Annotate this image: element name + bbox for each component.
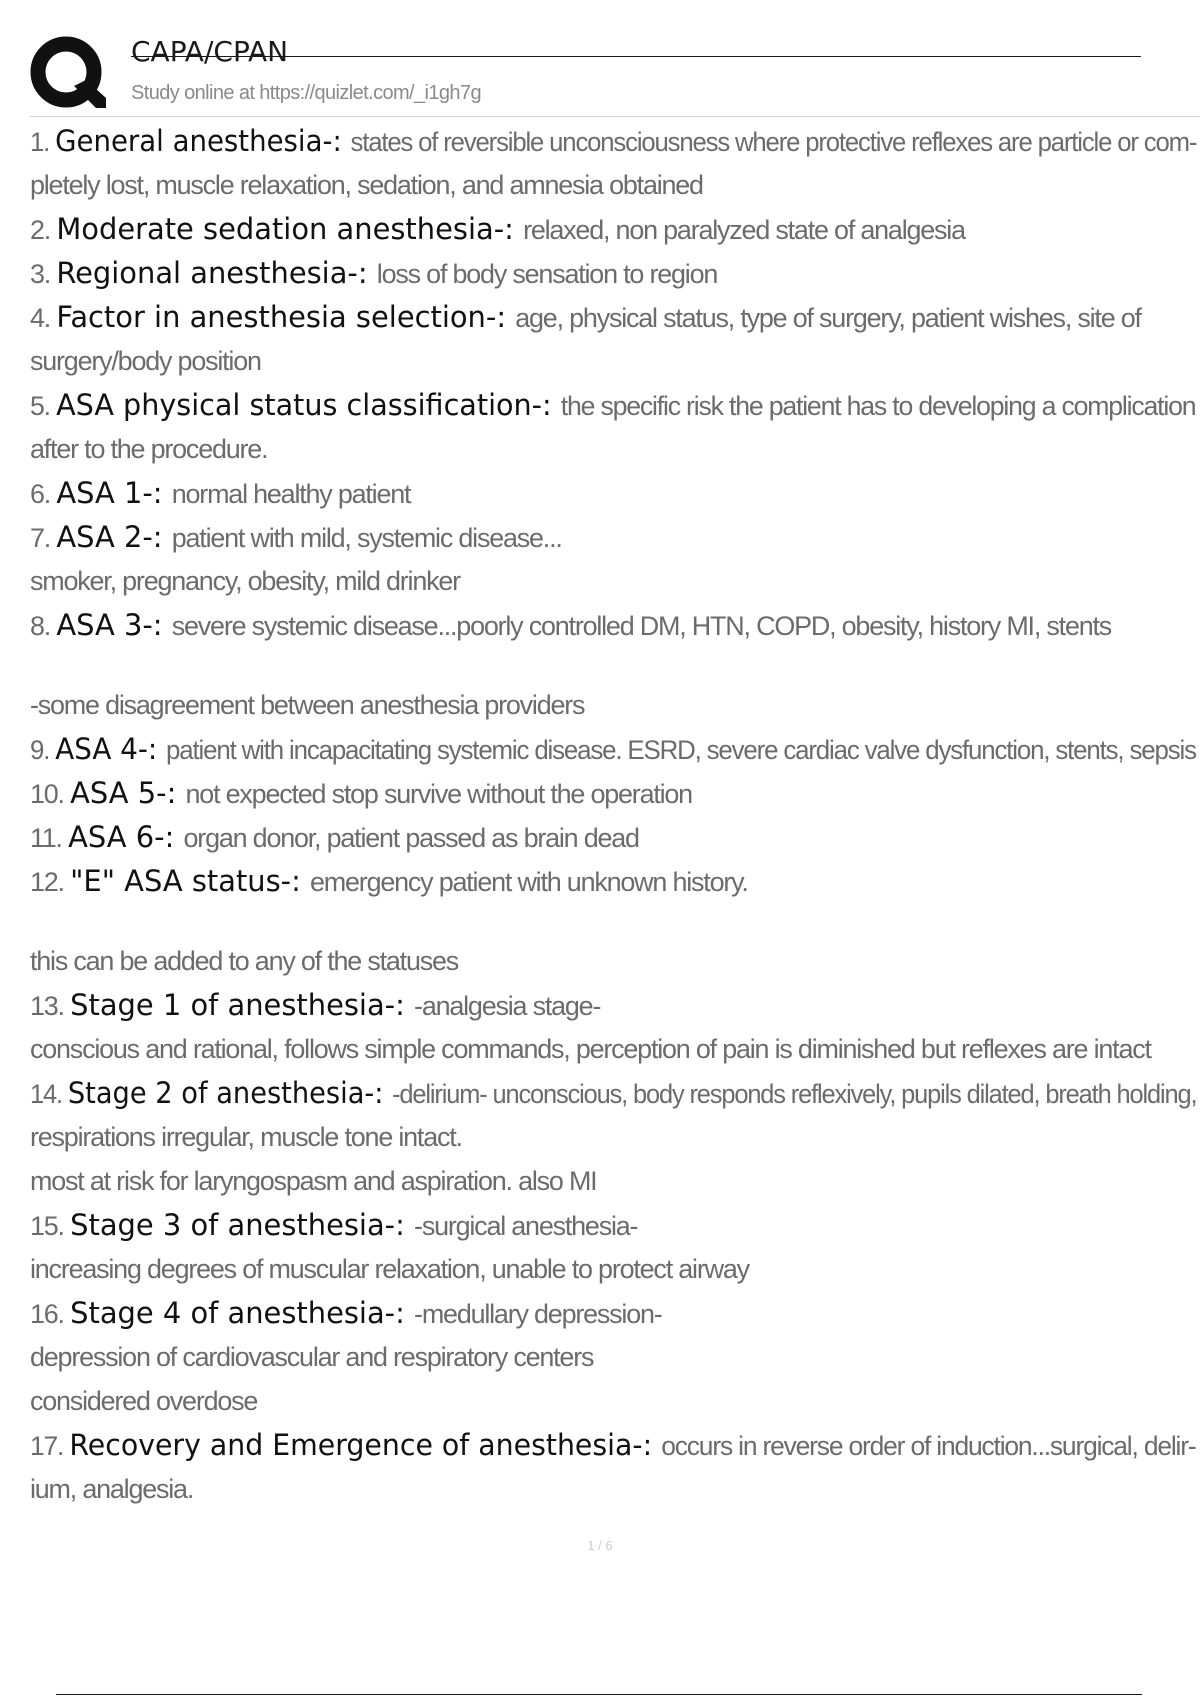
flashcard-entry <box>30 983 1196 1027</box>
entry-term: ASA 6-: <box>68 820 184 854</box>
page-header <box>0 0 1200 120</box>
entry-term: Stage 2 of anesthesia-: <box>67 1076 393 1110</box>
document-title: CAPA/CPAN <box>131 35 289 68</box>
flashcard-entry <box>30 119 1197 163</box>
entry-number: 3. <box>30 259 57 289</box>
entry-definition: age, physical status, type of surgery, patient wishes, site of <box>515 303 1141 333</box>
entry-definition: -medullary depression- <box>414 1299 662 1329</box>
entry-number: 5. <box>30 391 57 421</box>
entry-number: 14. <box>30 1079 68 1109</box>
entry-definition: this can be added to any of the statuses <box>30 946 459 976</box>
entry-number: 4. <box>30 303 57 333</box>
entry-definition: -surgical anesthesia- <box>414 1211 638 1241</box>
entry-term: "E" ASA status-: <box>70 864 311 898</box>
flashcard-entry <box>30 295 1196 339</box>
entry-number: 12. <box>30 867 71 897</box>
flashcard-entry <box>30 771 1196 815</box>
definition-continuation <box>30 1115 1196 1159</box>
entry-definition: depression of cardiovascular and respiratory centers <box>30 1342 594 1372</box>
definition-continuation <box>30 339 1196 383</box>
entry-number: 8. <box>30 611 57 641</box>
flashcard-entry <box>30 515 1196 559</box>
entry-definition: ium, analgesia. <box>30 1474 194 1504</box>
entry-number: 2. <box>30 215 57 245</box>
entry-term: ASA 1-: <box>56 476 172 510</box>
entry-definition: states of reversible unconsciousness where protective reflexes are particle or com- <box>350 127 1197 157</box>
entry-term: Moderate sedation anesthesia-: <box>56 212 524 246</box>
definition-continuation <box>30 1379 1196 1423</box>
entry-definition: conscious and rational, follows simple commands, perception of pain is diminished but reflexes are intact <box>30 1034 1151 1064</box>
entry-definition: patient with incapacitating systemic disease. ESRD, severe cardiac valve dysfunction, stents, sepsis <box>166 735 1196 765</box>
entry-term: ASA 3-: <box>56 608 172 642</box>
entry-definition: -analgesia stage- <box>414 991 601 1021</box>
quizlet-logo-icon <box>30 34 110 114</box>
entry-number: 9. <box>30 735 56 765</box>
entry-definition: normal healthy patient <box>171 479 411 509</box>
entry-definition: severe systemic disease...poorly controlled DM, HTN, COPD, obesity, history MI, stents <box>171 611 1112 641</box>
entry-term: Recovery and Emergence of anesthesia-: <box>69 1428 662 1462</box>
entry-definition: -delirium- unconscious, body responds reflexively, pupils dilated, breath holding, <box>392 1079 1197 1109</box>
entry-definition: patient with mild, systemic disease... <box>171 523 562 553</box>
definition-continuation <box>30 683 1196 727</box>
entry-definition: pletely lost, muscle relaxation, sedation, and amnesia obtained <box>30 170 703 200</box>
entry-term: ASA 5-: <box>70 776 186 810</box>
flashcard-entry <box>30 815 1196 859</box>
entry-number: 16. <box>30 1299 71 1329</box>
entry-term: Stage 4 of anesthesia-: <box>70 1296 415 1330</box>
definition-continuation <box>30 1335 1196 1379</box>
entry-definition: the specific risk the patient has to developing a complication <box>560 391 1196 421</box>
definition-continuation <box>30 939 1196 983</box>
page-number: 1 / 6 <box>587 1538 613 1553</box>
flashcard-entry <box>30 1423 1196 1467</box>
flashcard-entry <box>30 207 1196 251</box>
definition-continuation <box>30 427 1196 471</box>
entry-definition: surgery/body position <box>30 346 261 376</box>
entry-definition: increasing degrees of muscular relaxation, unable to protect airway <box>30 1254 749 1284</box>
flashcard-entry <box>30 727 1196 771</box>
entry-definition: respirations irregular, muscle tone intact. <box>30 1122 462 1152</box>
entry-number: 10. <box>30 779 71 809</box>
header-rule <box>131 56 1141 57</box>
entry-definition: after to the procedure. <box>30 434 268 464</box>
entry-definition: relaxed, non paralyzed state of analgesia <box>523 215 965 245</box>
study-online-link[interactable]: Study online at https://quizlet.com/_i1gh7g <box>131 82 481 104</box>
definition-continuation <box>30 1159 1196 1203</box>
entry-number: 17. <box>30 1431 70 1461</box>
entry-term: General anesthesia-: <box>55 124 351 158</box>
footer-rule <box>56 1694 1142 1695</box>
flashcard-entry <box>30 1203 1196 1247</box>
definition-continuation <box>30 1467 1196 1511</box>
flashcard-list <box>30 119 1200 1511</box>
entry-term: ASA 2-: <box>56 520 172 554</box>
flashcard-entry <box>30 859 1196 903</box>
entry-term: ASA physical status classification-: <box>56 388 561 422</box>
flashcard-entry <box>30 1291 1196 1335</box>
entry-definition: smoker, pregnancy, obesity, mild drinker <box>30 566 460 596</box>
entry-definition: organ donor, patient passed as brain dead <box>183 823 639 853</box>
definition-continuation <box>30 1247 1196 1291</box>
blank-line <box>30 647 1196 683</box>
entry-term: Regional anesthesia-: <box>56 256 377 290</box>
entry-number: 7. <box>30 523 57 553</box>
entry-term: Factor in anesthesia selection-: <box>56 300 516 334</box>
entry-definition: not expected stop survive without the operation <box>185 779 692 809</box>
definition-continuation <box>30 1027 1196 1071</box>
entry-definition: -some disagreement between anesthesia providers <box>30 690 585 720</box>
entry-number: 6. <box>30 479 57 509</box>
flashcard-entry <box>30 1071 1197 1115</box>
entry-definition: most at risk for laryngospasm and aspiration. also MI <box>30 1166 597 1196</box>
blank-line <box>30 903 1196 939</box>
flashcard-entry <box>30 471 1196 515</box>
entry-term: ASA 4-: <box>55 732 167 766</box>
flashcard-entry <box>30 383 1196 427</box>
entry-number: 15. <box>30 1211 71 1241</box>
definition-continuation <box>30 163 1196 207</box>
entry-definition: considered overdose <box>30 1386 258 1416</box>
entry-definition: occurs in reverse order of induction...surgical, delir- <box>661 1431 1196 1461</box>
entry-definition: loss of body sensation to region <box>376 259 718 289</box>
header-divider <box>30 116 1200 117</box>
entry-term: Stage 1 of anesthesia-: <box>70 988 415 1022</box>
entry-number: 1. <box>30 127 56 157</box>
definition-continuation <box>30 559 1196 603</box>
flashcard-entry <box>30 251 1196 295</box>
entry-definition: emergency patient with unknown history. <box>310 867 748 897</box>
entry-term: Stage 3 of anesthesia-: <box>70 1208 415 1242</box>
entry-number: 11. <box>30 823 69 853</box>
flashcard-entry <box>30 603 1196 647</box>
entry-number: 13. <box>30 991 71 1021</box>
